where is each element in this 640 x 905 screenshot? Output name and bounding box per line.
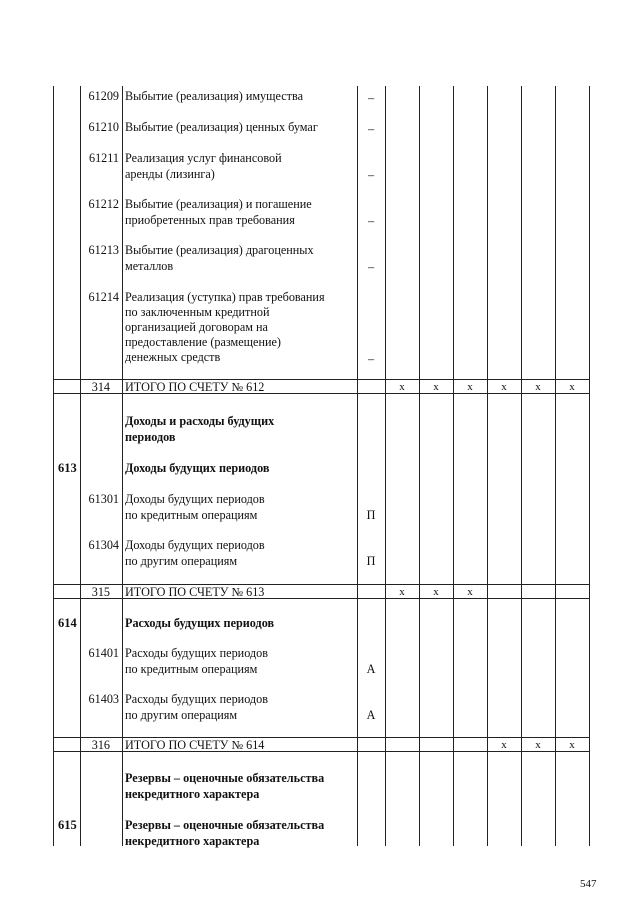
account-name: Выбытие (реализация) и погашение bbox=[125, 197, 312, 211]
column-line bbox=[385, 86, 386, 846]
account-number: 614 bbox=[58, 616, 77, 630]
total-row-number: 315 bbox=[91, 585, 110, 599]
account-name: предоставление (размещение) bbox=[125, 335, 281, 349]
account-name: денежных средств bbox=[125, 350, 221, 364]
account-code: 61304 bbox=[88, 538, 119, 552]
column-line bbox=[419, 86, 420, 846]
account-name: по кредитным операциям bbox=[125, 662, 258, 676]
account-code: 61212 bbox=[88, 197, 119, 211]
account-title: Расходы будущих периодов bbox=[125, 616, 275, 630]
total-cell-x: x bbox=[569, 739, 575, 751]
account-name: по заключенным кредитной bbox=[125, 305, 270, 319]
account-title: Резервы – оценочные обязательства bbox=[125, 818, 325, 832]
account-name: приобретенных прав требования bbox=[125, 213, 295, 227]
account-type-mark: П bbox=[366, 554, 376, 568]
total-cell-x: x bbox=[467, 586, 473, 598]
total-cell-x: x bbox=[569, 381, 575, 393]
account-name: Выбытие (реализация) драгоценных bbox=[125, 243, 314, 257]
account-name: по кредитным операциям bbox=[125, 508, 258, 522]
account-name: по другим операциям bbox=[125, 554, 238, 568]
account-number: 613 bbox=[58, 461, 77, 475]
column-line bbox=[453, 86, 454, 846]
column-line bbox=[53, 86, 54, 846]
total-row-label: ИТОГО ПО СЧЕТУ № 614 bbox=[125, 738, 265, 752]
account-type-mark: – bbox=[367, 352, 375, 366]
section-heading: Резервы – оценочные обязательства bbox=[125, 771, 325, 785]
account-type-mark: – bbox=[367, 122, 375, 136]
column-line bbox=[521, 86, 522, 846]
total-row-number: 316 bbox=[91, 738, 110, 752]
account-code: 61210 bbox=[88, 120, 119, 134]
account-type-mark: А bbox=[366, 662, 376, 676]
account-name: по другим операциям bbox=[125, 708, 238, 722]
total-cell-x: x bbox=[535, 381, 541, 393]
account-code: 61401 bbox=[88, 646, 119, 660]
total-row-label: ИТОГО ПО СЧЕТУ № 613 bbox=[125, 585, 265, 599]
account-name: Выбытие (реализация) имущества bbox=[125, 89, 303, 103]
total-cell-x: x bbox=[433, 586, 439, 598]
account-name: Доходы будущих периодов bbox=[125, 492, 265, 506]
total-cell-x: x bbox=[501, 739, 507, 751]
total-cell-x: x bbox=[399, 586, 405, 598]
account-type-mark: А bbox=[366, 708, 376, 722]
total-cell-x: x bbox=[399, 381, 405, 393]
section-heading: Доходы и расходы будущих bbox=[125, 414, 275, 428]
account-type-mark: – bbox=[367, 91, 375, 105]
account-name: аренды (лизинга) bbox=[125, 167, 215, 181]
account-name: Выбытие (реализация) ценных бумаг bbox=[125, 120, 318, 134]
account-code: 61211 bbox=[88, 151, 119, 165]
total-row-number: 314 bbox=[91, 380, 110, 394]
column-line bbox=[589, 86, 590, 846]
column-line bbox=[555, 86, 556, 846]
section-heading: периодов bbox=[125, 430, 176, 444]
account-type-mark: – bbox=[367, 168, 375, 182]
account-title: Доходы будущих периодов bbox=[125, 461, 270, 475]
account-code: 61209 bbox=[88, 89, 119, 103]
column-line bbox=[357, 86, 358, 846]
account-code: 61301 bbox=[88, 492, 119, 506]
account-name: Расходы будущих периодов bbox=[125, 646, 268, 660]
total-cell-x: x bbox=[501, 381, 507, 393]
total-row-label: ИТОГО ПО СЧЕТУ № 612 bbox=[125, 380, 265, 394]
account-title: некредитного характера bbox=[125, 834, 260, 848]
total-cell-x: x bbox=[535, 739, 541, 751]
total-cell-x: x bbox=[467, 381, 473, 393]
account-name: Реализация (уступка) прав требования bbox=[125, 290, 325, 304]
account-code: 61403 bbox=[88, 692, 119, 706]
column-line bbox=[487, 86, 488, 846]
account-name: Доходы будущих периодов bbox=[125, 538, 265, 552]
account-code: 61214 bbox=[88, 290, 119, 304]
account-name: организацией договорам на bbox=[125, 320, 268, 334]
account-name: Реализация услуг финансовой bbox=[125, 151, 282, 165]
account-type-mark: – bbox=[367, 214, 375, 228]
page-number: 547 bbox=[580, 878, 597, 890]
section-heading: некредитного характера bbox=[125, 787, 260, 801]
total-cell-x: x bbox=[433, 381, 439, 393]
account-code: 61213 bbox=[88, 243, 119, 257]
column-line bbox=[122, 86, 123, 846]
account-type-mark: П bbox=[366, 508, 376, 522]
account-number: 615 bbox=[58, 818, 77, 832]
account-name: металлов bbox=[125, 259, 174, 273]
account-name: Расходы будущих периодов bbox=[125, 692, 268, 706]
account-type-mark: – bbox=[367, 260, 375, 274]
